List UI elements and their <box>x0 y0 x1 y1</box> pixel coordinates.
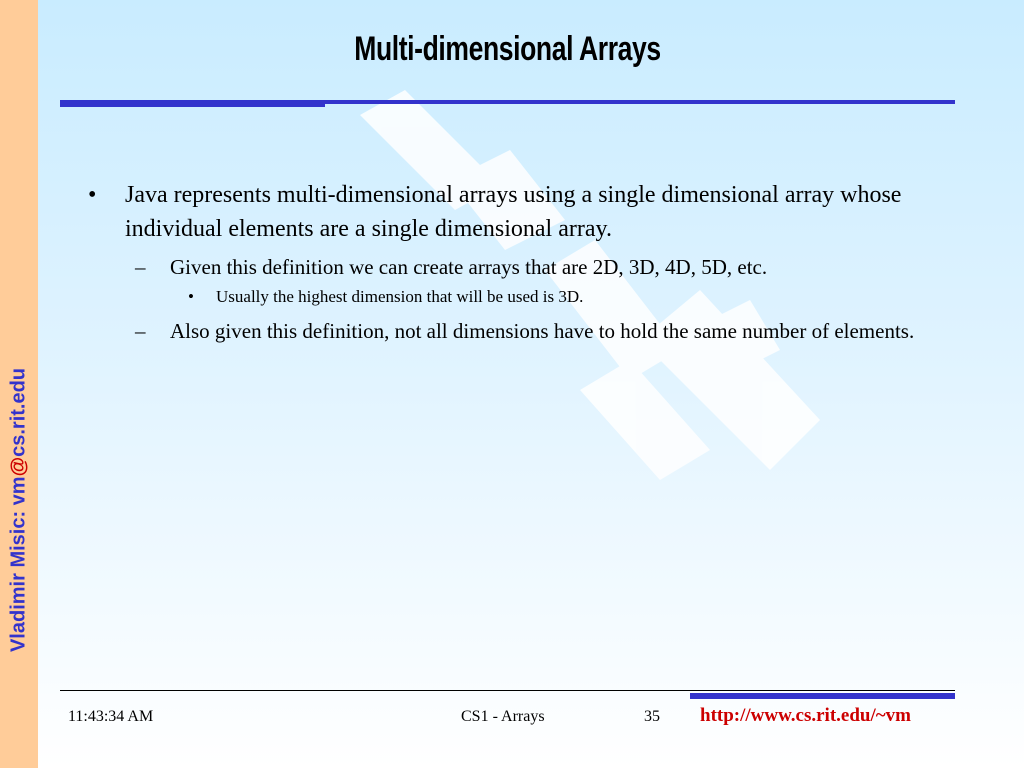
bullet-level2 <box>135 252 940 282</box>
author-label: Vladimir Misic: <box>7 505 30 653</box>
bullet-level3 <box>188 284 940 310</box>
slide-number: 35 <box>644 708 660 725</box>
footer-course: CS1 - Arrays <box>461 708 545 725</box>
slide-content <box>80 178 940 348</box>
email-at-sign: @ <box>7 456 30 477</box>
bullet-text: Given this definition we can create arrays that are 2D, 3D, 4D, 5D, etc. <box>170 255 768 279</box>
author-email <box>8 368 31 652</box>
dash-marker: – <box>135 255 146 279</box>
footer-url-link[interactable]: http://www.cs.rit.edu/~vm <box>700 705 911 726</box>
email-user: vm <box>7 476 30 506</box>
email-domain: cs.rit.edu <box>7 367 30 457</box>
bullet-level2 <box>135 316 940 346</box>
bullet-level1 <box>80 178 940 246</box>
footer-rule-thin <box>60 690 955 691</box>
dash-marker: – <box>135 319 146 343</box>
footer-rule-thick <box>690 693 955 699</box>
footer-time: 11:43:34 AM <box>68 708 154 725</box>
sidebar-strip <box>0 0 38 768</box>
bullet-marker: • <box>88 182 97 208</box>
bullet-text: Also given this definition, not all dimensions have to hold the same number of elements. <box>170 319 915 343</box>
title-rule-thick <box>60 100 325 107</box>
bullet-text: Java represents multi-dimensional arrays using a single dimensional array whose individual elements are a single dimensional array. <box>125 182 902 242</box>
bullet-text: Usually the highest dimension that will be used is 3D. <box>216 287 584 306</box>
bullet-marker: • <box>188 287 194 306</box>
page-title: Multi-dimensional Arrays <box>354 30 661 68</box>
title-rule-thin <box>325 100 955 104</box>
